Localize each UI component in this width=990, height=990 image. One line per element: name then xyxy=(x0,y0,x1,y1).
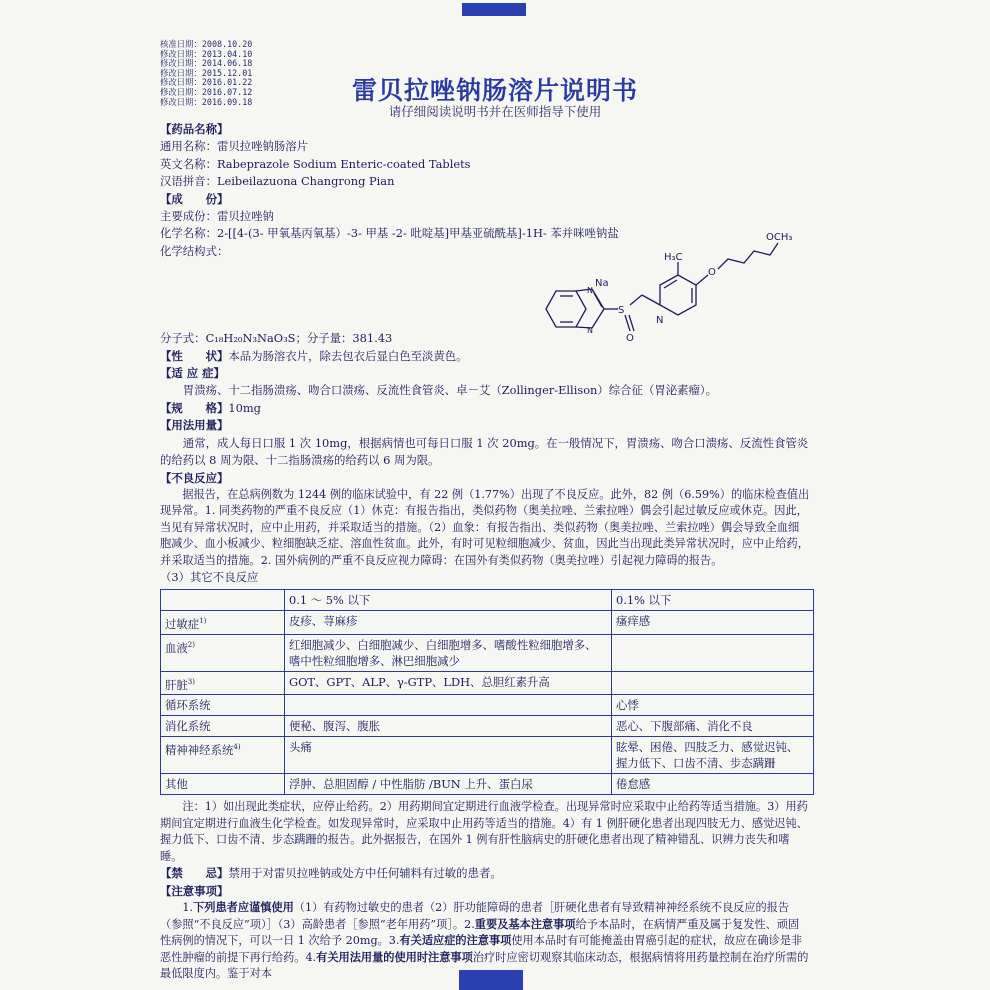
section-header-adverse: 【不良反应】 xyxy=(160,470,229,485)
document-title: 雷贝拉唑钠肠溶片说明书 xyxy=(351,76,638,105)
main-ingredient: 主要成份：雷贝拉唑钠 xyxy=(160,209,274,224)
o-label-sulfoxide: O xyxy=(626,333,634,344)
chemical-name: 化学名称：2-[[4-(3- 甲氧基丙氧基）-3- 甲基 -2- 吡啶基]甲基亚硫酰基]-1H- 苯并咪唑钠盐 xyxy=(160,226,619,241)
precaution-heading-2: 重要及基本注意事项 xyxy=(474,917,576,931)
section-header-contra: 【禁 忌】 xyxy=(160,866,229,881)
revision-date-line: 修改日期：2016.07.12 xyxy=(160,86,253,97)
table-row xyxy=(161,737,814,774)
spec-text: 10mg xyxy=(228,400,261,415)
bottom-blue-tab xyxy=(459,970,523,990)
document-subtitle: 请仔细阅读说明书并在医师指导下使用 xyxy=(388,104,602,119)
system-cell: 过敏症$^{1)}$ xyxy=(161,610,285,634)
structure-label: 化学结构式： xyxy=(160,243,229,258)
frequency-common-cell: 皮疹、荨麻疹 xyxy=(285,610,612,634)
na-label: Na xyxy=(595,278,609,289)
frequency-common-cell: 浮肿、总胆固醇 / 中性脂肪 /BUN 上升、蛋白尿 xyxy=(285,774,612,795)
revision-date-line: 修改日期：2016.09.18 xyxy=(160,96,253,107)
table-header-cell: 0.1% 以下 xyxy=(612,589,814,610)
table-note: 注：1）如出现此类症状，应停止给药。2）用药期间宜定期进行血液学检查。出现异常时应采取中止给药等适当措施。3）用药期间宜定期进行血液生化学检查。如发现异常时，应采取中止用药等适当的措施。4）有 1 例肝硬化患者出现四肢无力、感觉迟钝、握力低下、口齿不清、步态蹒跚的报告。此外据报告，在国外 1 例有肝性脑病史的肝硬化患者出现了精神错乱、识辨力丧失和嗜睡。 xyxy=(160,800,808,863)
frequency-rare-cell: 倦怠感 xyxy=(612,774,814,795)
section-header-precautions: 【注意事项】 xyxy=(160,883,229,898)
precaution-heading-1: 下列患者应谨慎使用 xyxy=(193,901,294,915)
table-row xyxy=(161,610,814,634)
table-header-cell: 0.1 ～ 5% 以下 xyxy=(285,589,612,610)
frequency-common-cell xyxy=(285,695,612,716)
contra-text: 禁用于对雷贝拉唑钠或处方中任何辅料有过敏的患者。 xyxy=(228,866,502,881)
top-blue-tab xyxy=(462,3,526,16)
frequency-rare-cell xyxy=(612,634,814,671)
section-header-composition: 【成 份】 xyxy=(160,191,229,206)
precautions-text: 1.下列患者应谨慎使用（1）有药物过敏史的患者（2）肝功能障碍的患者［肝硬化患者有导致精神神经系统不良反应的报告（参照“不良反应”项）］（3）高龄患者［参照“老年用药”项］。2.重要及基本注意事项给予本品时，在病情严重及属于复发性、顽固性病例的情况下，可以一日 1 次给予 20mg。3.有关适应症的注意事项使用本品时有可能掩盖由胃癌引起的症状，故应在确诊是非恶性肿瘤的前提下再行给药。4.有关用法用量的使用时注意事项治疗时应密切观察其临床动态，根据病情将用药量控制在治疗所需的最低限度内。鉴于对本 xyxy=(160,901,809,981)
frequency-rare-cell: 瘙痒感 xyxy=(612,610,814,634)
appearance-text: 本品为肠溶衣片，除去包衣后显白色至淡黄色。 xyxy=(228,348,468,363)
n-label-pyridine: N xyxy=(656,315,664,326)
frequency-common-cell: 头痛 xyxy=(285,737,612,774)
methyl-label: H₃C xyxy=(664,252,683,263)
o-label-ether: O xyxy=(708,267,716,278)
precaution-heading-4: 有关用法用量的使用时注意事项 xyxy=(316,950,473,964)
revision-date-line: 修改日期：2014.06.18 xyxy=(160,58,253,69)
molecular-formula: 分子式：C₁₈H₂₀N₃NaO₃S；分子量：381.43 xyxy=(160,331,393,346)
table-row xyxy=(161,634,814,671)
adverse-reactions-table xyxy=(160,589,814,796)
section-header-spec: 【规 格】 xyxy=(160,400,229,415)
adverse-text: 据报告，在总病例数为 1244 例的临床试验中，有 22 例（1.77%）出现了不良反应。此外，82 例（6.59%）的临床检查值出现异常。1. 同类药物的严重不良反应（1）休克：有报告指出，类似药物（奥美拉唑、兰索拉唑）偶会引起过敏反应或休克。因此，当见有异常状况时，应中止用药，并采取适当的措施。（2）血象：有报告指出、类似药物（奥美拉唑、兰索拉唑）偶会导致全血细胞减少、血小板减少、粒细胞缺乏症、溶血性贫血。此外，有时可见粒细胞减少、贫血，因此当出现此类异常状况时，应中止给药，并采取适当的措施。2. 国外病例的严重不良反应视力障碍：在国外有类似药物（奥美拉唑）引起视力障碍的报告。 xyxy=(160,487,810,567)
s-label: S xyxy=(618,305,625,316)
section-header-indication: 【适 应 症】 xyxy=(160,366,225,381)
other-adverse-label: （3）其它不良反应 xyxy=(160,570,259,585)
frequency-common-cell: GOT、GPT、ALP、γ-GTP、LDH、总胆红素升高 xyxy=(285,671,612,695)
table-row xyxy=(161,774,814,795)
revision-date-line: 核准日期：2008.10.20 xyxy=(160,39,253,49)
frequency-common-cell: 红细胞减少、白细胞减少、白细胞增多、嗜酸性粒细胞增多、嗜中性粒细胞增多、淋巴细胞减少 xyxy=(285,634,612,671)
frequency-rare-cell xyxy=(612,671,814,695)
table-row xyxy=(161,671,814,695)
leaflet-body xyxy=(160,121,810,983)
system-cell: 其他 xyxy=(161,774,285,795)
indication-text: 胃溃疡、十二指肠溃疡、吻合口溃疡、反流性食管炎、卓－艾（Zollinger-Ellison）综合征（胃泌素瘤）。 xyxy=(182,383,717,398)
system-cell: 循环系统 xyxy=(161,695,285,716)
table-row xyxy=(161,695,814,716)
frequency-rare-cell: 心悸 xyxy=(612,695,814,716)
table-header-cell xyxy=(161,589,285,610)
frequency-rare-cell: 眩晕、困倦、四肢乏力、感觉迟钝、握力低下、口齿不清、步态蹒跚 xyxy=(612,737,814,774)
section-header-name: 【药品名称】 xyxy=(160,122,229,136)
precaution-heading-3: 有关适应症的注意事项 xyxy=(399,934,512,948)
system-cell: 消化系统 xyxy=(161,716,285,737)
table-row xyxy=(161,716,814,737)
revision-date-line: 修改日期：2013.04.10 xyxy=(160,48,253,59)
frequency-common-cell: 便秘、腹泻、腹胀 xyxy=(285,716,612,737)
section-header-appearance: 【性 状】 xyxy=(160,348,229,363)
system-cell: 精神神经系统$^{4)}$ xyxy=(161,737,285,774)
methoxy-label: OCH₃ xyxy=(766,232,793,243)
system-cell: 肝脏$^{3)}$ xyxy=(161,671,285,695)
usage-text: 通常，成人每日口服 1 次 10mg，根据病情也可每日口服 1 次 20mg。在一般情况下，胃溃疡、吻合口溃疡、反流性食管炎的给药以 8 周为限、十二指肠溃疡的给药以 6 周为限。 xyxy=(160,435,809,468)
generic-name: 通用名称：雷贝拉唑钠肠溶片 xyxy=(160,139,309,154)
system-cell: 血液$^{2)}$ xyxy=(161,634,285,671)
english-name: 英文名称：Rabeprazole Sodium Enteric-coated Tablets xyxy=(160,156,471,171)
section-header-usage: 【用法用量】 xyxy=(160,418,229,433)
frequency-rare-cell: 恶心、下腹部痛、消化不良 xyxy=(612,716,814,737)
pinyin-name: 汉语拼音：Leibeilazuona Changrong Pian xyxy=(160,174,395,189)
n-label-2: N xyxy=(587,326,593,335)
revision-date-line: 修改日期：2016.01.22 xyxy=(160,77,253,88)
table-header-row xyxy=(161,589,814,610)
n-label-1: N xyxy=(587,286,593,295)
revision-date-line: 修改日期：2015.12.01 xyxy=(160,67,253,78)
